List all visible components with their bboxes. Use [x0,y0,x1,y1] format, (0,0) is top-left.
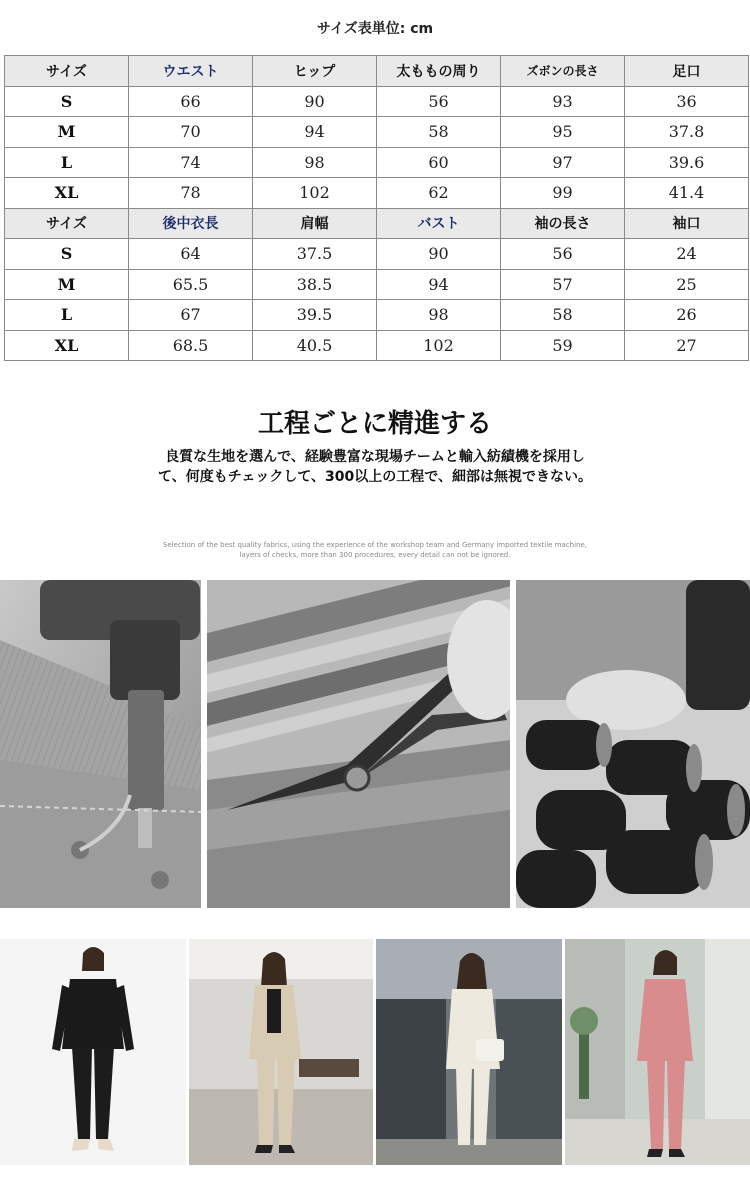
table-cell: 98 [253,147,377,178]
table-cell: 102 [253,178,377,209]
table-cell: 27 [625,330,749,361]
table-cell: 99 [501,178,625,209]
process-description [60,447,690,487]
thread-spools-photo [516,580,750,908]
table-cell: 68.5 [129,330,253,361]
process-title: 工程ごとに精進する [257,409,492,439]
table-cell: 38.5 [253,269,377,300]
table-cell: 64 [129,239,253,270]
header-back-length: 後中衣長 [129,208,253,239]
table-cell: 57 [501,269,625,300]
table-cell: 56 [501,239,625,270]
table-cell: 25 [625,269,749,300]
table-cell: 97 [501,147,625,178]
table-cell: 59 [501,330,625,361]
table-cell: 24 [625,239,749,270]
size-chart-table [4,55,749,361]
header-sleeve-length: 袖の長さ [501,208,625,239]
table-row [5,86,749,117]
table-cell: 39.6 [625,147,749,178]
header-bust: バスト [377,208,501,239]
header-cuff: 袖口 [625,208,749,239]
size-label: M [5,269,129,300]
table-cell: 65.5 [129,269,253,300]
table-row [5,117,749,148]
header-size: サイズ [5,56,129,87]
table-cell: 56 [377,86,501,117]
table-cell: 90 [377,239,501,270]
table-cell: 62 [377,178,501,209]
table-cell: 37.8 [625,117,749,148]
table-cell: 26 [625,300,749,331]
sewing-machine-photo [0,580,201,908]
header-waist: ウエスト [129,56,253,87]
header-size: サイズ [5,208,129,239]
english-caption-line: Selection of the best quality fabrics, using the experience of the workshop team and Germany imported textile machine, [162,541,587,549]
model-black-suit-photo [0,939,186,1165]
table-row [5,147,749,178]
table-cell: 58 [377,117,501,148]
size-label: S [5,239,129,270]
header-thigh: 太ももの周り [377,56,501,87]
table-cell: 36 [625,86,749,117]
size-label: XL [5,178,129,209]
table-cell: 98 [377,300,501,331]
table-cell: 94 [253,117,377,148]
table-cell: 93 [501,86,625,117]
table-row [5,178,749,209]
header-shoulder: 肩幅 [253,208,377,239]
model-beige-suit-photo [189,939,373,1165]
size-label: L [5,147,129,178]
table-row [5,330,749,361]
table-row [5,300,749,331]
tops-header-row [5,208,749,239]
process-description-line: 良質な生地を選んで、経験豊富な現場チームと輸入紡績機を採用し [165,449,585,465]
table-cell: 74 [129,147,253,178]
size-label: S [5,86,129,117]
table-cell: 94 [377,269,501,300]
table-cell: 67 [129,300,253,331]
size-label: L [5,300,129,331]
size-label: XL [5,330,129,361]
table-cell: 58 [501,300,625,331]
size-chart-unit-title: サイズ表単位: cm [316,21,434,37]
model-pink-suit-photo [565,939,750,1165]
table-cell: 66 [129,86,253,117]
header-pants-length: ズボンの長さ [501,56,625,87]
bottoms-header-row [5,56,749,87]
table-cell: 78 [129,178,253,209]
size-label: M [5,117,129,148]
table-row [5,269,749,300]
table-cell: 60 [377,147,501,178]
header-hip: ヒップ [253,56,377,87]
table-cell: 102 [377,330,501,361]
table-cell: 95 [501,117,625,148]
table-cell: 40.5 [253,330,377,361]
table-row [5,239,749,270]
table-cell: 70 [129,117,253,148]
process-english-caption [150,540,600,560]
english-caption-line: layers of checks, more than 300 procedures, every detail can not be ignored. [239,551,511,559]
scissors-photo [207,580,510,908]
table-cell: 39.5 [253,300,377,331]
model-white-suit-photo [376,939,562,1165]
table-cell: 41.4 [625,178,749,209]
process-description-line: て、何度もチェックして、300以上の工程で、細部は無視できない。 [158,469,592,485]
table-cell: 90 [253,86,377,117]
table-cell: 37.5 [253,239,377,270]
header-hem: 足口 [625,56,749,87]
